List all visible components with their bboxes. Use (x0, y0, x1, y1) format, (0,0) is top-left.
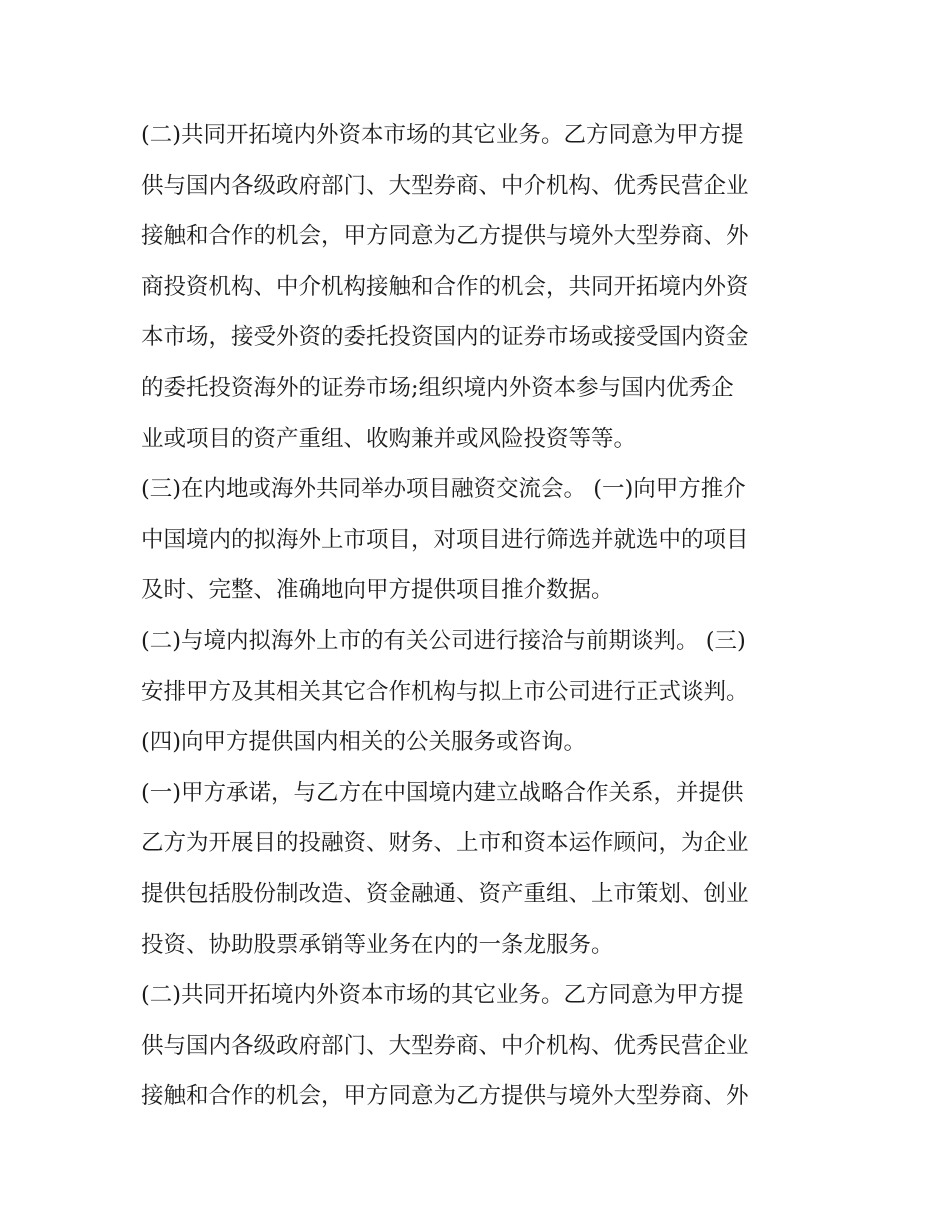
text-line: 提供包括股份制改造、资金融通、资产重组、上市策划、创业 (141, 880, 749, 907)
document-body (141, 110, 813, 1122)
text-line: (三)在内地或海外共同举办项目融资交流会。 (一)向甲方推介 (141, 476, 746, 503)
text-line: 安排甲方及其相关其它合作机构与拟上市公司进行正式谈判。 (141, 678, 749, 705)
text-line: 业或项目的资产重组、收购兼并或风险投资等等。 (141, 425, 637, 452)
text-line: 供与国内各级政府部门、大型券商、中介机构、优秀民营企业 (141, 172, 749, 199)
text-line: 投资、协助股票承销等业务在内的一条龙服务。 (141, 931, 614, 958)
text-line: 及时、完整、准确地向甲方提供项目推介数据。 (141, 577, 614, 604)
text-line: 中国境内的拟海外上市项目，对项目进行筛选并就选中的项目 (141, 526, 749, 553)
text-line: (二)共同开拓境内外资本市场的其它业务。乙方同意为甲方提 (141, 122, 744, 148)
text-line: (一)甲方承诺，与乙方在中国境内建立战略合作关系，并提供 (141, 779, 744, 806)
text-line: 接触和合作的机会，甲方同意为乙方提供与境外大型券商、外 (141, 223, 749, 250)
text-line: (二)共同开拓境内外资本市场的其它业务。乙方同意为甲方提 (141, 982, 744, 1009)
text-line: 的委托投资海外的证券市场;组织境内外资本参与国内优秀企 (141, 374, 734, 401)
text-line: 商投资机构、中介机构接触和合作的机会，共同开拓境内外资 (141, 273, 749, 300)
text-line: 接触和合作的机会，甲方同意为乙方提供与境外大型券商、外 (141, 1083, 749, 1110)
text-line: 本市场，接受外资的委托投资国内的证券市场或接受国内资金 (141, 324, 749, 351)
text-line: 供与国内各级政府部门、大型券商、中介机构、优秀民营企业 (141, 1032, 749, 1059)
text-line: (四)向甲方提供国内相关的公关服务或咨询。 (141, 729, 587, 756)
text-line: 乙方为开展目的投融资、财务、上市和资本运作顾问，为企业 (141, 830, 749, 857)
text-line: (二)与境内拟海外上市的有关公司进行接洽与前期谈判。 (三) (141, 627, 746, 654)
